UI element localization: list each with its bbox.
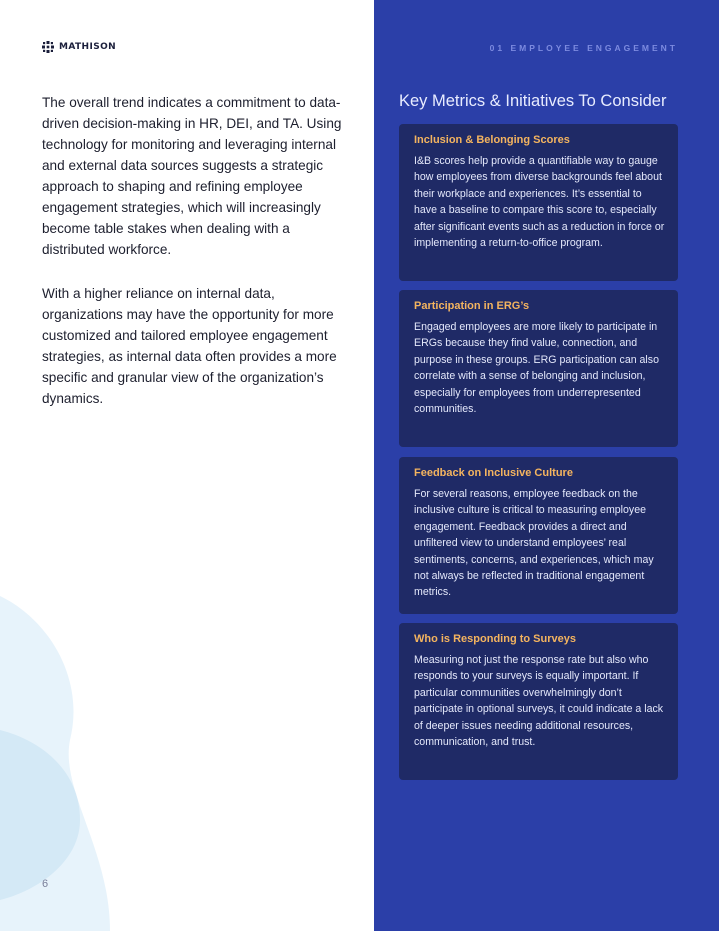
body-paragraph: The overall trend indicates a commitment to data-driven decision-making in HR, DEI, and TA. Using technology for monitoring and leveraging internal and external data sources suggests a strategic approach to shaping and refining employee engagement strategies, which will increasingly become table stakes when dealing with a distributed workforce. (42, 95, 342, 257)
card-title: Who is Responding to Surveys (414, 633, 576, 645)
metric-card (399, 623, 678, 780)
metric-card (399, 124, 678, 281)
right-panel (374, 0, 719, 931)
card-body: I&B scores help provide a quantifiable way to gauge how employees from diverse backgrounds feel about their workplace and experiences. It’s essential to have a baseline to compare this score to, especially after significant events such as a reduction in force or implementing a return-to-office program. (414, 155, 665, 250)
metric-card (399, 457, 678, 614)
card-title: Participation in ERG’s (414, 300, 530, 312)
card-title: Feedback on Inclusive Culture (414, 467, 573, 479)
logo (42, 41, 116, 53)
section-label: 01 EMPLOYEE ENGAGEMENT (489, 43, 678, 53)
logo-text: MATHISON (59, 42, 117, 52)
metric-card (399, 290, 678, 447)
panel-heading: Key Metrics & Initiatives To Consider (399, 92, 667, 110)
decorative-wave-shape (0, 560, 374, 931)
page-number: 6 (42, 878, 49, 890)
card-body: Engaged employees are more likely to participate in ERGs because they find value, connection, and purpose in these groups. ERG participation can also correlate with a sense of belonging and inclusion, especially for employees from underrepresented communities. (414, 321, 659, 416)
card-title: Inclusion & Belonging Scores (414, 134, 570, 146)
body-paragraph: With a higher reliance on internal data, organizations may have the opportunity for more customized and tailored employee engagement strategies, as internal data often provides a more specific and granular view of the organization’s dynamics. (42, 286, 337, 406)
card-body: Measuring not just the response rate but also who responds to your surveys is equally important. If particular communities overwhelmingly don’t participate in optional surveys, it could indicate a lack of deeper issues needing additional resources, communication, and trust. (414, 654, 664, 749)
mathison-logo-icon (42, 41, 54, 53)
card-body: For several reasons, employee feedback on the inclusive culture is critical to measuring employee engagement. Feedback provides a direct and unfiltered view to understand employees’ real sentiments, concerns, and experiences, which may not always be reflected in traditional engagement metrics. (414, 488, 654, 599)
